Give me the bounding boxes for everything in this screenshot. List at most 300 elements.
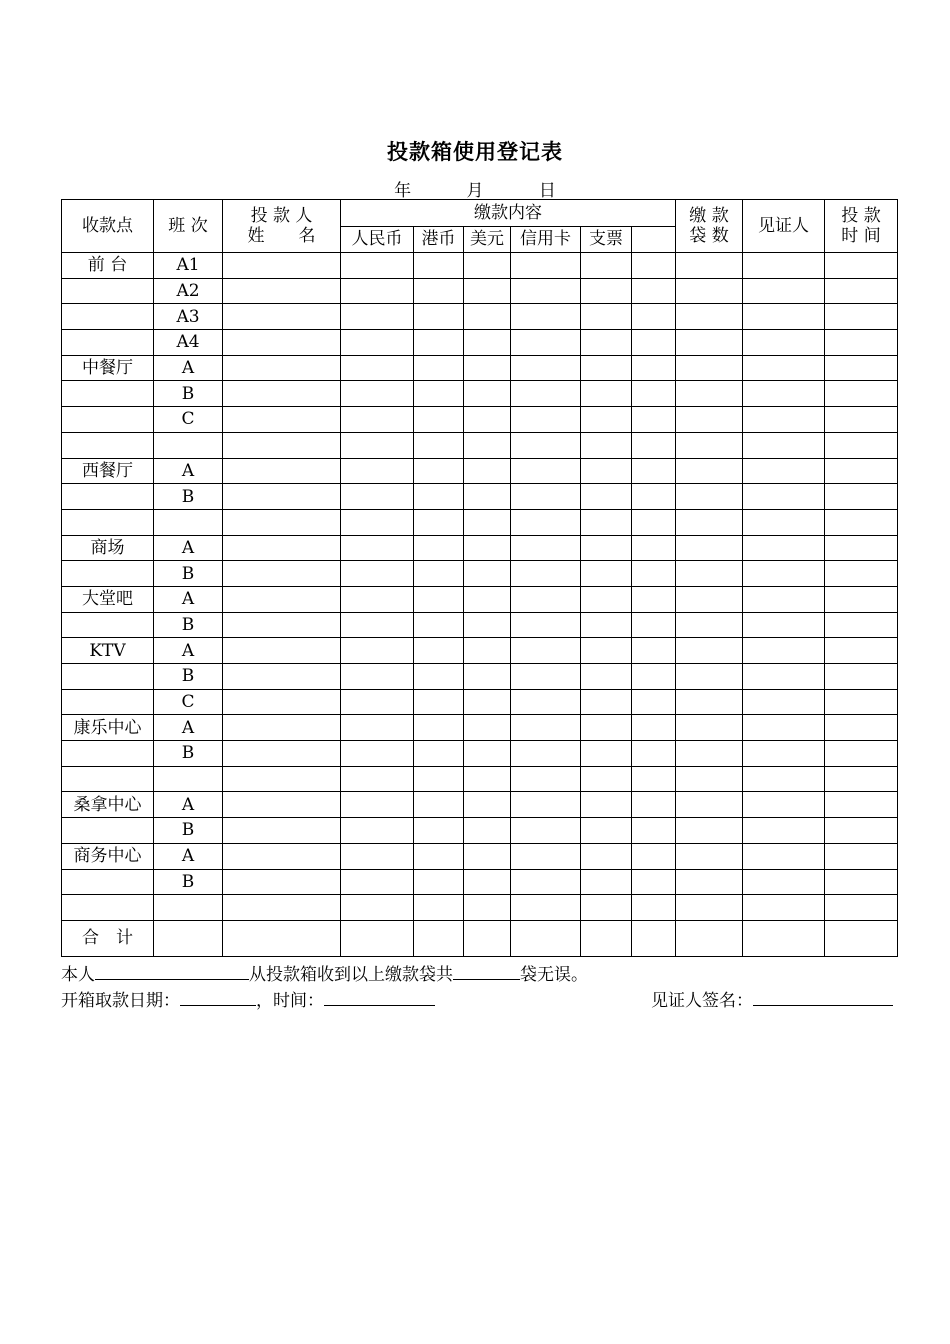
entry-cell[interactable]	[414, 381, 464, 407]
entry-cell[interactable]	[676, 664, 743, 690]
entry-cell[interactable]	[414, 304, 464, 330]
total-cell[interactable]	[154, 920, 223, 956]
location-cell	[62, 689, 154, 715]
entry-cell[interactable]	[825, 355, 898, 381]
entry-cell[interactable]	[414, 561, 464, 587]
entry-cell[interactable]	[632, 689, 676, 715]
entry-cell[interactable]	[414, 432, 464, 458]
entry-cell[interactable]	[825, 638, 898, 664]
entry-cell[interactable]	[581, 638, 632, 664]
entry-cell[interactable]	[223, 612, 341, 638]
entry-cell[interactable]	[676, 509, 743, 535]
entry-cell[interactable]	[223, 484, 341, 510]
entry-cell[interactable]	[632, 818, 676, 844]
entry-cell[interactable]	[632, 715, 676, 741]
entry-cell[interactable]	[511, 612, 581, 638]
entry-cell[interactable]	[632, 586, 676, 612]
entry-cell[interactable]	[414, 818, 464, 844]
entry-cell[interactable]	[581, 895, 632, 921]
entry-cell[interactable]	[223, 869, 341, 895]
entry-cell[interactable]	[223, 381, 341, 407]
entry-cell[interactable]	[341, 304, 414, 330]
entry-cell[interactable]	[743, 715, 825, 741]
entry-cell[interactable]	[676, 253, 743, 279]
entry-cell[interactable]	[632, 278, 676, 304]
entry-cell[interactable]	[632, 561, 676, 587]
entry-cell[interactable]	[825, 484, 898, 510]
entry-cell[interactable]	[414, 330, 464, 356]
entry-cell[interactable]	[341, 458, 414, 484]
entry-cell[interactable]	[632, 253, 676, 279]
entry-cell[interactable]	[743, 869, 825, 895]
entry-cell[interactable]	[825, 895, 898, 921]
entry-cell[interactable]	[464, 535, 511, 561]
entry-cell[interactable]	[676, 535, 743, 561]
entry-cell[interactable]	[676, 355, 743, 381]
entry-cell[interactable]	[511, 509, 581, 535]
entry-cell[interactable]	[825, 458, 898, 484]
total-cell[interactable]	[223, 920, 341, 956]
entry-cell[interactable]	[414, 638, 464, 664]
entry-cell[interactable]	[341, 330, 414, 356]
entry-cell[interactable]	[825, 304, 898, 330]
entry-cell[interactable]	[223, 586, 341, 612]
entry-cell[interactable]	[341, 535, 414, 561]
entry-cell[interactable]	[341, 407, 414, 433]
entry-cell[interactable]	[341, 689, 414, 715]
entry-cell[interactable]	[825, 664, 898, 690]
entry-cell[interactable]	[414, 612, 464, 638]
location-cell	[62, 561, 154, 587]
entry-cell[interactable]	[414, 895, 464, 921]
entry-cell[interactable]	[743, 330, 825, 356]
entry-cell[interactable]	[743, 792, 825, 818]
entry-cell[interactable]	[825, 509, 898, 535]
entry-cell[interactable]	[223, 766, 341, 792]
location-cell	[62, 741, 154, 767]
entry-cell[interactable]	[676, 689, 743, 715]
entry-cell[interactable]	[414, 278, 464, 304]
entry-cell[interactable]	[581, 741, 632, 767]
entry-cell[interactable]	[581, 535, 632, 561]
entry-cell[interactable]	[341, 664, 414, 690]
entry-cell[interactable]	[676, 407, 743, 433]
entry-cell[interactable]	[511, 355, 581, 381]
entry-cell[interactable]	[341, 278, 414, 304]
entry-cell[interactable]	[743, 355, 825, 381]
entry-cell[interactable]	[632, 407, 676, 433]
entry-cell[interactable]	[743, 818, 825, 844]
entry-cell[interactable]	[511, 381, 581, 407]
entry-cell[interactable]	[676, 741, 743, 767]
entry-cell[interactable]	[511, 458, 581, 484]
time-blank[interactable]	[324, 988, 435, 1006]
entry-cell[interactable]	[511, 869, 581, 895]
entry-cell[interactable]	[825, 432, 898, 458]
entry-cell[interactable]	[511, 664, 581, 690]
entry-cell[interactable]	[511, 535, 581, 561]
entry-cell[interactable]	[341, 715, 414, 741]
entry-cell[interactable]	[223, 741, 341, 767]
entry-cell[interactable]	[341, 381, 414, 407]
shift-cell: A	[154, 843, 223, 869]
entry-cell[interactable]	[341, 355, 414, 381]
entry-cell[interactable]	[223, 330, 341, 356]
entry-cell[interactable]	[825, 561, 898, 587]
entry-cell[interactable]	[341, 843, 414, 869]
entry-cell[interactable]	[581, 355, 632, 381]
entry-cell[interactable]	[632, 612, 676, 638]
total-cell[interactable]	[743, 920, 825, 956]
entry-cell[interactable]	[825, 407, 898, 433]
entry-cell[interactable]	[511, 715, 581, 741]
entry-cell[interactable]	[223, 253, 341, 279]
entry-cell[interactable]	[223, 664, 341, 690]
entry-cell[interactable]	[632, 792, 676, 818]
entry-cell[interactable]	[743, 664, 825, 690]
entry-cell[interactable]	[825, 843, 898, 869]
entry-cell[interactable]	[414, 689, 464, 715]
entry-cell[interactable]	[676, 869, 743, 895]
entry-cell[interactable]	[676, 561, 743, 587]
header-usd: 美元	[464, 226, 511, 253]
entry-cell[interactable]	[676, 330, 743, 356]
total-cell[interactable]	[632, 920, 676, 956]
entry-cell[interactable]	[223, 458, 341, 484]
entry-cell[interactable]	[464, 330, 511, 356]
entry-cell[interactable]	[632, 638, 676, 664]
entry-cell[interactable]	[414, 407, 464, 433]
entry-cell[interactable]	[581, 792, 632, 818]
entry-cell[interactable]	[743, 766, 825, 792]
entry-cell[interactable]	[632, 895, 676, 921]
entry-cell[interactable]	[414, 355, 464, 381]
entry-cell[interactable]	[464, 561, 511, 587]
entry-cell[interactable]	[581, 689, 632, 715]
entry-cell[interactable]	[743, 689, 825, 715]
entry-cell[interactable]	[341, 741, 414, 767]
location-cell: 商务中心	[62, 843, 154, 869]
location-cell	[62, 612, 154, 638]
entry-cell[interactable]	[464, 458, 511, 484]
entry-cell[interactable]	[464, 766, 511, 792]
entry-cell[interactable]	[223, 895, 341, 921]
entry-cell[interactable]	[581, 561, 632, 587]
total-cell[interactable]	[676, 920, 743, 956]
entry-cell[interactable]	[632, 304, 676, 330]
entry-cell[interactable]	[581, 509, 632, 535]
entry-cell[interactable]	[341, 638, 414, 664]
entry-cell[interactable]	[676, 381, 743, 407]
entry-cell[interactable]	[676, 895, 743, 921]
entry-cell[interactable]	[581, 586, 632, 612]
entry-cell[interactable]	[341, 869, 414, 895]
entry-cell[interactable]	[581, 407, 632, 433]
entry-cell[interactable]	[825, 869, 898, 895]
entry-cell[interactable]	[743, 458, 825, 484]
entry-cell[interactable]	[464, 638, 511, 664]
entry-cell[interactable]	[743, 895, 825, 921]
entry-cell[interactable]	[676, 278, 743, 304]
entry-cell[interactable]	[676, 458, 743, 484]
entry-cell[interactable]	[632, 381, 676, 407]
entry-cell[interactable]	[743, 304, 825, 330]
entry-cell[interactable]	[414, 869, 464, 895]
entry-cell[interactable]	[676, 484, 743, 510]
entry-cell[interactable]	[825, 278, 898, 304]
entry-cell[interactable]	[414, 484, 464, 510]
entry-cell[interactable]	[825, 818, 898, 844]
entry-cell[interactable]	[581, 869, 632, 895]
entry-cell[interactable]	[632, 869, 676, 895]
entry-cell[interactable]	[632, 664, 676, 690]
entry-cell[interactable]	[743, 484, 825, 510]
entry-cell[interactable]	[414, 843, 464, 869]
entry-cell[interactable]	[743, 535, 825, 561]
entry-cell[interactable]	[676, 715, 743, 741]
entry-cell[interactable]	[632, 509, 676, 535]
entry-cell[interactable]	[743, 843, 825, 869]
entry-cell[interactable]	[676, 766, 743, 792]
entry-cell[interactable]	[581, 484, 632, 510]
entry-cell[interactable]	[743, 741, 825, 767]
entry-cell[interactable]	[511, 792, 581, 818]
entry-cell[interactable]	[632, 843, 676, 869]
entry-cell[interactable]	[743, 278, 825, 304]
entry-cell[interactable]	[511, 407, 581, 433]
entry-cell[interactable]	[825, 381, 898, 407]
entry-cell[interactable]	[743, 432, 825, 458]
entry-cell[interactable]	[511, 278, 581, 304]
entry-cell[interactable]	[676, 843, 743, 869]
entry-cell[interactable]	[414, 253, 464, 279]
entry-cell[interactable]	[414, 535, 464, 561]
entry-cell[interactable]	[676, 586, 743, 612]
entry-cell[interactable]	[414, 715, 464, 741]
entry-cell[interactable]	[581, 766, 632, 792]
entry-cell[interactable]	[464, 715, 511, 741]
entry-cell[interactable]	[464, 664, 511, 690]
entry-cell[interactable]	[743, 638, 825, 664]
entry-cell[interactable]	[464, 741, 511, 767]
entry-cell[interactable]	[511, 689, 581, 715]
entry-cell[interactable]	[743, 586, 825, 612]
entry-cell[interactable]	[464, 484, 511, 510]
entry-cell[interactable]	[743, 509, 825, 535]
entry-cell[interactable]	[414, 664, 464, 690]
location-cell	[62, 818, 154, 844]
entry-cell[interactable]	[632, 458, 676, 484]
entry-cell[interactable]	[825, 535, 898, 561]
entry-cell[interactable]	[511, 843, 581, 869]
total-cell[interactable]	[581, 920, 632, 956]
entry-cell[interactable]	[676, 304, 743, 330]
entry-cell[interactable]	[414, 458, 464, 484]
entry-cell[interactable]	[632, 766, 676, 792]
entry-cell[interactable]	[632, 330, 676, 356]
entry-cell[interactable]	[223, 792, 341, 818]
entry-cell[interactable]	[511, 586, 581, 612]
entry-cell[interactable]	[581, 432, 632, 458]
entry-cell[interactable]	[464, 843, 511, 869]
entry-cell[interactable]	[511, 766, 581, 792]
entry-cell[interactable]	[632, 432, 676, 458]
entry-cell[interactable]	[676, 612, 743, 638]
total-cell[interactable]	[414, 920, 464, 956]
entry-cell[interactable]	[632, 741, 676, 767]
entry-cell[interactable]	[581, 458, 632, 484]
entry-cell[interactable]	[511, 638, 581, 664]
entry-cell[interactable]	[581, 843, 632, 869]
month-label: 月	[466, 181, 484, 201]
entry-cell[interactable]	[223, 355, 341, 381]
entry-cell[interactable]	[341, 509, 414, 535]
entry-cell[interactable]	[341, 792, 414, 818]
entry-cell[interactable]	[743, 381, 825, 407]
entry-cell[interactable]	[743, 561, 825, 587]
header-content-group: 缴款内容	[341, 200, 676, 227]
entry-cell[interactable]	[511, 330, 581, 356]
entry-cell[interactable]	[743, 407, 825, 433]
entry-cell[interactable]	[341, 586, 414, 612]
entry-cell[interactable]	[825, 715, 898, 741]
entry-cell[interactable]	[464, 355, 511, 381]
entry-cell[interactable]	[223, 561, 341, 587]
entry-cell[interactable]	[581, 330, 632, 356]
entry-cell[interactable]	[464, 407, 511, 433]
entry-cell[interactable]	[464, 818, 511, 844]
location-cell	[62, 484, 154, 510]
entry-cell[interactable]	[414, 586, 464, 612]
entry-cell[interactable]	[511, 741, 581, 767]
entry-cell[interactable]	[464, 612, 511, 638]
entry-cell[interactable]	[632, 535, 676, 561]
entry-cell[interactable]	[581, 612, 632, 638]
entry-cell[interactable]	[511, 304, 581, 330]
header-row-1	[62, 200, 898, 227]
entry-cell[interactable]	[464, 869, 511, 895]
entry-cell[interactable]	[464, 432, 511, 458]
witness-sign-blank[interactable]	[753, 988, 893, 1006]
bag-count-blank[interactable]	[453, 962, 520, 980]
time-label: ，时间：	[256, 991, 324, 1011]
entry-cell[interactable]	[581, 818, 632, 844]
entry-cell[interactable]	[223, 407, 341, 433]
entry-cell[interactable]	[511, 561, 581, 587]
entry-cell[interactable]	[414, 766, 464, 792]
entry-cell[interactable]	[464, 381, 511, 407]
entry-cell[interactable]	[825, 612, 898, 638]
entry-cell[interactable]	[632, 355, 676, 381]
receiver-name-blank[interactable]	[95, 962, 249, 980]
entry-cell[interactable]	[581, 715, 632, 741]
entry-cell[interactable]	[341, 818, 414, 844]
header-credit-card: 信用卡	[511, 226, 581, 253]
entry-cell[interactable]	[676, 818, 743, 844]
shift-cell	[154, 509, 223, 535]
total-cell[interactable]	[825, 920, 898, 956]
entry-cell[interactable]	[223, 278, 341, 304]
entry-cell[interactable]	[825, 586, 898, 612]
entry-cell[interactable]	[341, 432, 414, 458]
entry-cell[interactable]	[825, 330, 898, 356]
entry-cell[interactable]	[581, 664, 632, 690]
open-date-blank[interactable]	[180, 988, 256, 1006]
entry-cell[interactable]	[825, 766, 898, 792]
entry-cell[interactable]	[464, 689, 511, 715]
year-label: 年	[394, 181, 412, 201]
entry-cell[interactable]	[223, 843, 341, 869]
entry-cell[interactable]	[341, 484, 414, 510]
total-cell[interactable]	[511, 920, 581, 956]
total-cell[interactable]	[341, 920, 414, 956]
header-rmb: 人民币	[341, 226, 414, 253]
entry-cell[interactable]	[223, 509, 341, 535]
entry-cell[interactable]	[581, 304, 632, 330]
entry-cell[interactable]	[223, 818, 341, 844]
entry-cell[interactable]	[581, 278, 632, 304]
entry-cell[interactable]	[632, 484, 676, 510]
entry-cell[interactable]	[511, 895, 581, 921]
table-row	[62, 253, 898, 279]
entry-cell[interactable]	[464, 253, 511, 279]
entry-cell[interactable]	[825, 253, 898, 279]
entry-cell[interactable]	[581, 253, 632, 279]
entry-cell[interactable]	[223, 432, 341, 458]
entry-cell[interactable]	[223, 535, 341, 561]
shift-cell	[154, 766, 223, 792]
entry-cell[interactable]	[743, 253, 825, 279]
statement-suffix: 袋无误。	[520, 965, 588, 985]
entry-cell[interactable]	[676, 638, 743, 664]
entry-cell[interactable]	[511, 432, 581, 458]
entry-cell[interactable]	[676, 432, 743, 458]
entry-cell[interactable]	[743, 612, 825, 638]
entry-cell[interactable]	[341, 766, 414, 792]
entry-cell[interactable]	[341, 253, 414, 279]
entry-cell[interactable]	[825, 792, 898, 818]
entry-cell[interactable]	[223, 638, 341, 664]
entry-cell[interactable]	[581, 381, 632, 407]
entry-cell[interactable]	[464, 586, 511, 612]
statement-prefix: 本人	[61, 965, 95, 985]
entry-cell[interactable]	[825, 741, 898, 767]
entry-cell[interactable]	[511, 253, 581, 279]
entry-cell[interactable]	[341, 895, 414, 921]
entry-cell[interactable]	[414, 509, 464, 535]
entry-cell[interactable]	[464, 304, 511, 330]
entry-cell[interactable]	[464, 792, 511, 818]
entry-cell[interactable]	[464, 895, 511, 921]
entry-cell[interactable]	[676, 792, 743, 818]
entry-cell[interactable]	[341, 612, 414, 638]
table-row	[62, 664, 898, 690]
entry-cell[interactable]	[223, 689, 341, 715]
entry-cell[interactable]	[223, 304, 341, 330]
entry-cell[interactable]	[511, 484, 581, 510]
entry-cell[interactable]	[414, 741, 464, 767]
witness-signature	[651, 986, 893, 1011]
entry-cell[interactable]	[511, 818, 581, 844]
total-cell[interactable]	[464, 920, 511, 956]
entry-cell[interactable]	[464, 278, 511, 304]
entry-cell[interactable]	[414, 792, 464, 818]
shift-cell: B	[154, 818, 223, 844]
entry-cell[interactable]	[341, 561, 414, 587]
entry-cell[interactable]	[223, 715, 341, 741]
entry-cell[interactable]	[825, 689, 898, 715]
entry-cell[interactable]	[464, 509, 511, 535]
